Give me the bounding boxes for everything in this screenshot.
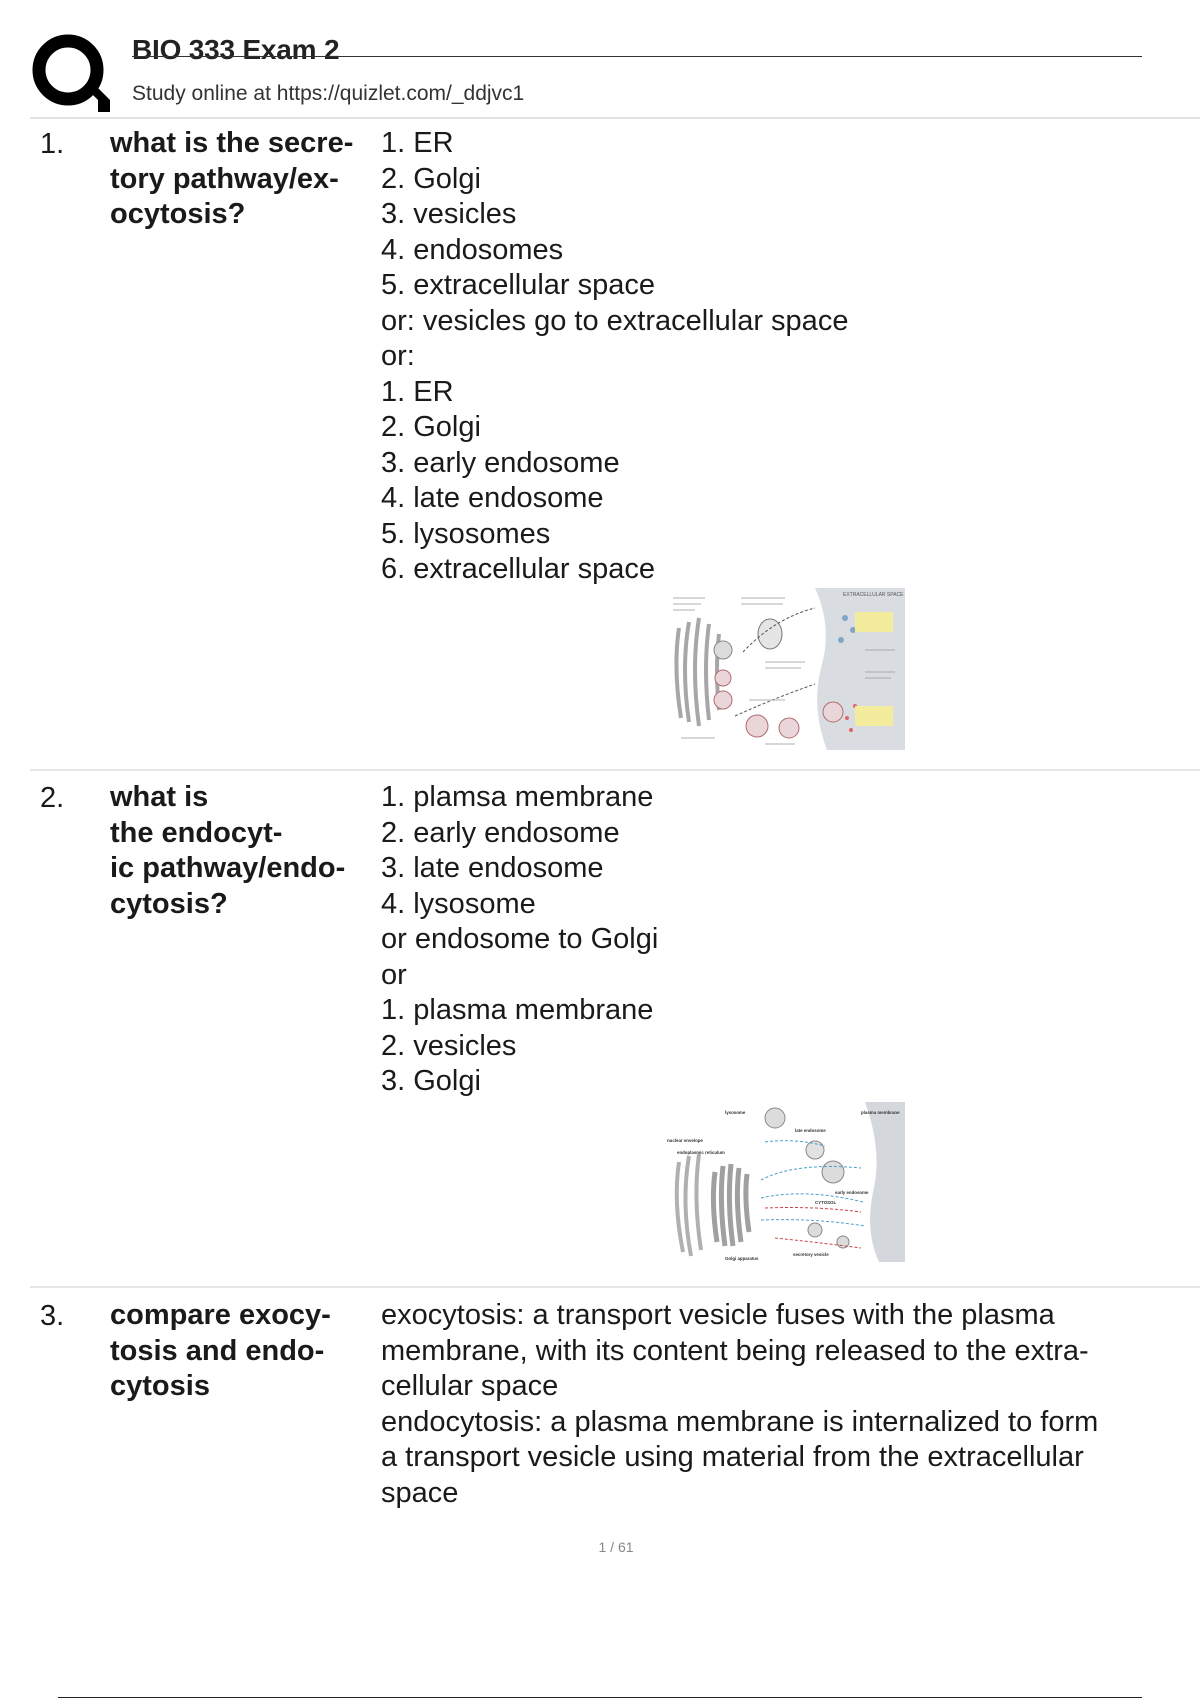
- figure-label: EXTRACELLULAR SPACE: [843, 592, 904, 598]
- footer-rule: [58, 1697, 1142, 1698]
- term-line: cytosis?: [110, 887, 228, 920]
- definition-line: 1. plamsa membrane: [381, 781, 654, 813]
- definition-line: or endosome to Golgi: [381, 923, 659, 955]
- figure-label: nuclear envelope: [667, 1138, 703, 1143]
- card-definition: [381, 780, 658, 1100]
- definition-line: 1. plasma membrane: [381, 994, 654, 1026]
- term-line: tory pathway/ex-: [110, 162, 339, 195]
- card-number: 1.: [40, 128, 65, 160]
- definition-line: 3. vesicles: [381, 198, 517, 230]
- definition-line: or: [381, 958, 407, 991]
- definition-line: 2. Golgi: [381, 411, 481, 443]
- document-title: BIO 333 Exam 2: [132, 34, 340, 65]
- definition-line: space: [381, 1476, 459, 1509]
- definition-line: 5. extracellular space: [381, 269, 656, 301]
- figure-label: lysosome: [725, 1110, 746, 1115]
- definition-line: 5. lysosomes: [381, 517, 551, 550]
- figure-label: late endosome: [795, 1128, 826, 1133]
- endocytic-pathway-diagram: [665, 1102, 905, 1262]
- definition-line: 4. late endosome: [381, 482, 604, 514]
- definition-line: 3. Golgi: [381, 1065, 481, 1097]
- title-underline: [132, 56, 1142, 57]
- definition-line: 4. endosomes: [381, 233, 564, 266]
- term-line: what is: [110, 781, 209, 813]
- card-term: [110, 126, 380, 233]
- figure-label: plasma membrane: [861, 1110, 900, 1115]
- term-line: compare exocy-: [110, 1299, 331, 1331]
- header-divider: [30, 117, 1200, 119]
- definition-line: a transport vesicle using material from the extracellular: [381, 1441, 1084, 1473]
- card-number: 2.: [40, 782, 65, 814]
- card-term: [110, 1298, 380, 1405]
- definition-line: membrane, with its content being released to the extra-: [381, 1334, 1089, 1367]
- secretory-pathway-diagram: [665, 588, 905, 750]
- figure-label: secretory vesicle: [793, 1252, 829, 1257]
- page-number: 1 / 61: [598, 1539, 634, 1555]
- study-online-link[interactable]: Study online at https://quizlet.com/_ddjvc1: [132, 82, 525, 105]
- term-line: tosis and endo-: [110, 1334, 325, 1367]
- figure-label: Golgi apparatus: [725, 1256, 759, 1261]
- definition-line: 2. Golgi: [381, 162, 481, 195]
- term-line: ic pathway/endo-: [110, 852, 346, 884]
- figure-label: early endosome: [835, 1190, 869, 1195]
- quizlet-logo-icon: [32, 34, 110, 112]
- card-term: [110, 780, 380, 922]
- definition-line: 3. early endosome: [381, 446, 620, 479]
- figure-label: endoplasmic reticulum: [677, 1150, 725, 1155]
- definition-line: or: vesicles go to extracellular space: [381, 304, 849, 337]
- term-line: what is the secre-: [110, 127, 354, 159]
- definition-line: or:: [381, 340, 415, 372]
- card-definition: [381, 126, 848, 588]
- definition-line: 4. lysosome: [381, 887, 536, 920]
- card-divider: [30, 769, 1200, 771]
- definition-line: 1. ER: [381, 375, 454, 408]
- definition-line: cellular space: [381, 1370, 559, 1402]
- figure-label: CYTOSOL: [815, 1200, 837, 1205]
- definition-line: 3. late endosome: [381, 852, 604, 884]
- definition-line: 6. extracellular space: [381, 553, 656, 585]
- definition-line: endocytosis: a plasma membrane is internalized to form: [381, 1405, 1099, 1438]
- card-definition: [381, 1298, 1098, 1511]
- term-line: cytosis: [110, 1370, 210, 1402]
- definition-line: 2. early endosome: [381, 816, 620, 849]
- term-line: the endocyt-: [110, 816, 283, 849]
- definition-line: 1. ER: [381, 127, 454, 159]
- term-line: ocytosis?: [110, 198, 246, 230]
- definition-line: exocytosis: a transport vesicle fuses with the plasma: [381, 1299, 1055, 1331]
- card-number: 3.: [40, 1300, 65, 1332]
- definition-line: 2. vesicles: [381, 1029, 517, 1062]
- card-divider: [30, 1286, 1200, 1288]
